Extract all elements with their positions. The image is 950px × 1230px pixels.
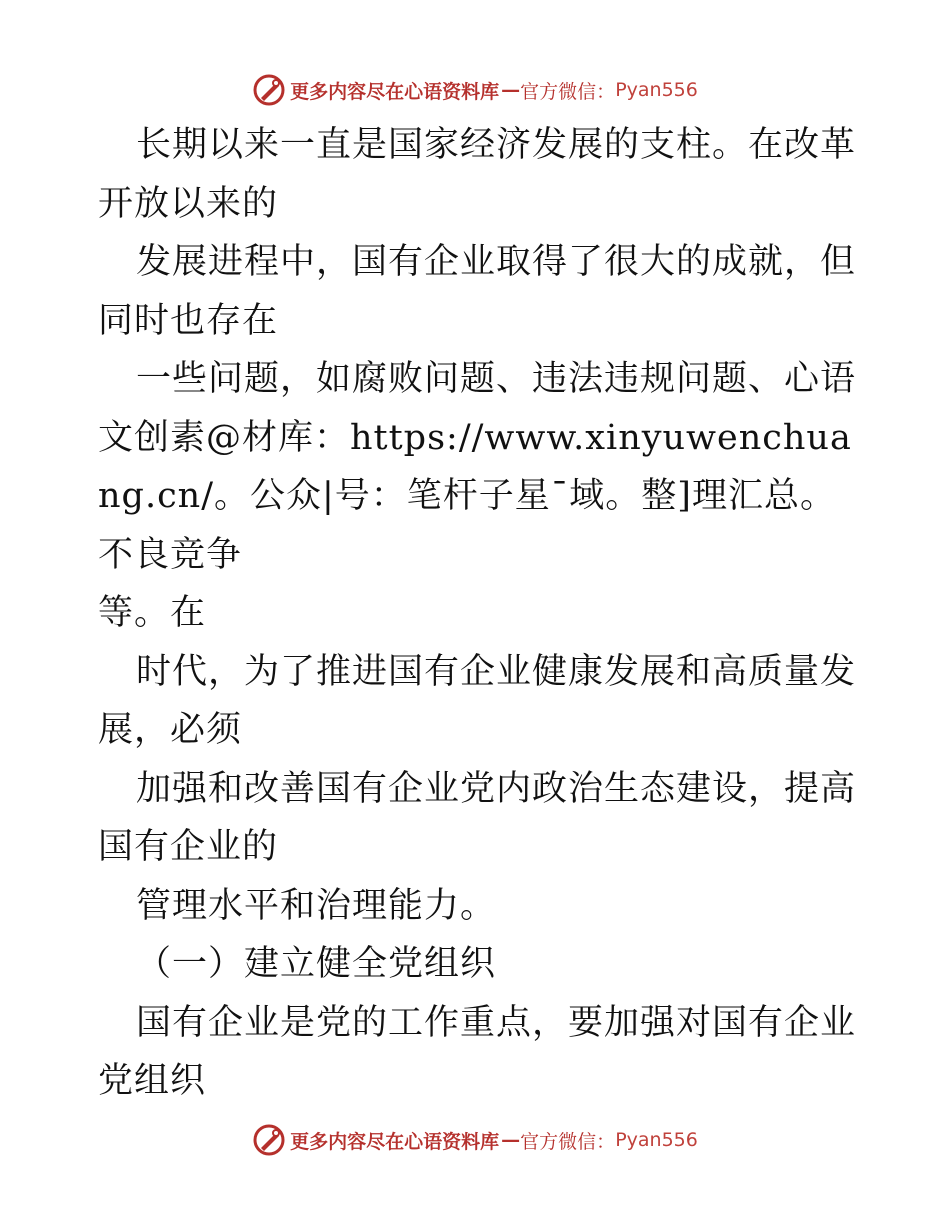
paragraph-3: 一些问题，如腐败问题、违法违规问题、心语文创素@材库：https://www.xinyuwenchuang.cn/。公众|号：笔杆子星¯域。整]理汇总。不良竞争 (98, 359, 857, 575)
header-banner (0, 70, 950, 110)
paragraph-8: 国有企业是党的工作重点，要加强对国有企业党组织 (98, 1002, 857, 1101)
header-wechat-id: Pyan556 (615, 79, 698, 101)
section-heading: （一）建立健全党组织 (136, 944, 497, 984)
paragraph-2: 发展进程中，国有企业取得了很大的成就，但同时也存在 (98, 242, 857, 341)
document-body (98, 116, 858, 1111)
footer-wechat-label: 官方微信： (520, 1130, 616, 1153)
footer-dash: — (501, 1129, 519, 1151)
paragraph-4: 等。在 (98, 593, 207, 633)
header-site-text: 更多内容尽在心语资料库 (290, 80, 500, 103)
paragraph-5: 时代，为了推进国有企业健康发展和高质量发展，必须 (98, 651, 857, 750)
footer-site-text: 更多内容尽在心语资料库 (290, 1130, 500, 1153)
paragraph-6: 加强和改善国有企业党内政治生态建设，提高国有企业的 (98, 768, 857, 867)
pen-logo-icon (252, 73, 286, 107)
footer-banner (0, 1120, 950, 1160)
pen-logo-icon (252, 1123, 286, 1157)
header-dash: — (501, 79, 519, 101)
header-wechat-label: 官方微信： (520, 80, 616, 103)
paragraph-1: 长期以来一直是国家经济发展的支柱。在改革开放以来的 (98, 125, 857, 224)
footer-wechat-id: Pyan556 (615, 1129, 698, 1151)
paragraph-7: 管理水平和治理能力。 (136, 885, 497, 926)
